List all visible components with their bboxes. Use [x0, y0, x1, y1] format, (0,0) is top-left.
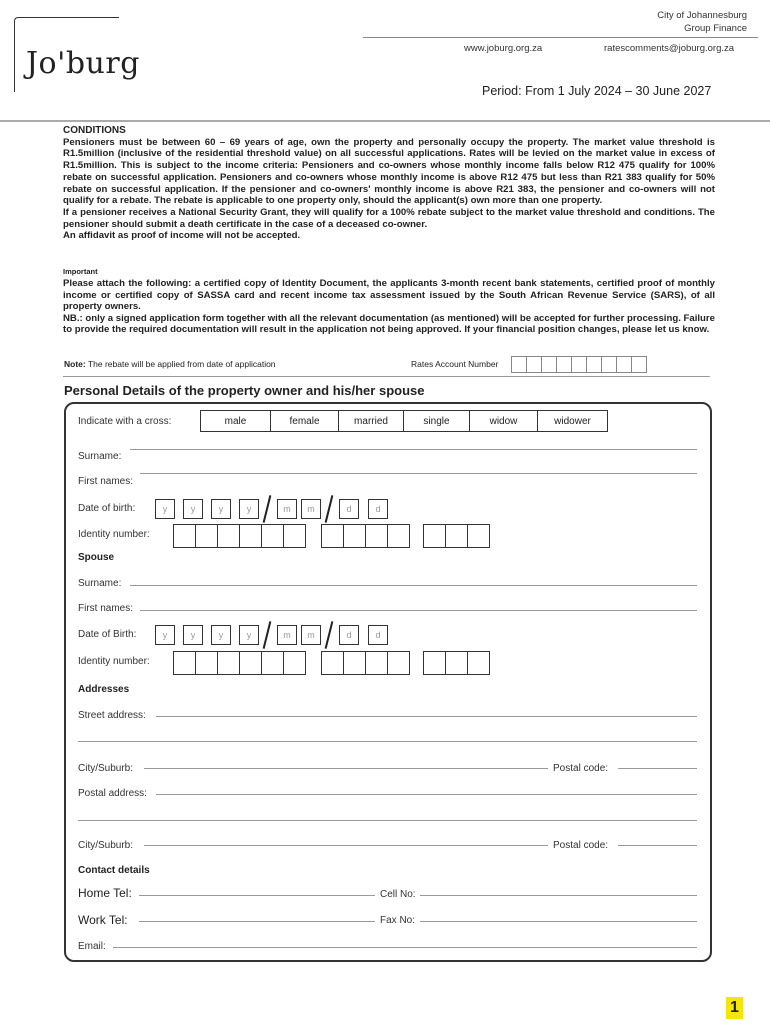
- rebate-note: [64, 359, 276, 369]
- dob-month-box[interactable]: m: [301, 499, 321, 519]
- important-section: [63, 278, 715, 336]
- id-digit-box[interactable]: [239, 651, 262, 675]
- dob-day-box[interactable]: d: [368, 499, 388, 519]
- account-digit-box[interactable]: [571, 356, 587, 373]
- option-female[interactable]: female: [270, 410, 339, 432]
- spouse-title: Spouse: [78, 552, 115, 563]
- org-line-2: Group Finance: [684, 23, 747, 34]
- postal-code-label-2: Postal code:: [553, 840, 609, 851]
- street-address-field[interactable]: [156, 716, 697, 717]
- id-digit-box[interactable]: [423, 524, 446, 548]
- account-number-boxes[interactable]: [512, 356, 647, 373]
- id-number-label: Identity number:: [78, 529, 150, 540]
- page-number: 1: [726, 997, 743, 1019]
- spouse-dob-day-box[interactable]: d: [339, 625, 359, 645]
- dob-month-box[interactable]: m: [277, 499, 297, 519]
- surname-field[interactable]: [130, 449, 697, 450]
- important-paragraph-1: Please attach the following: a certified copy of Identity Document, the applicants 3-month recent bank statements, certified proof of monthly income or certified copy of SASSA card and recent income tax assessment issued by the South African Revenue Service (SARS), of all property owners.: [63, 278, 715, 312]
- id-digit-box[interactable]: [445, 524, 468, 548]
- work-tel-label: Work Tel:: [78, 913, 128, 927]
- conditions-section: [63, 125, 715, 242]
- spouse-dob-month-box[interactable]: m: [277, 625, 297, 645]
- spouse-id-boxes-2[interactable]: [322, 651, 410, 675]
- dob-year-box[interactable]: y: [239, 499, 259, 519]
- account-digit-box[interactable]: [556, 356, 572, 373]
- work-tel-field[interactable]: [139, 921, 375, 922]
- important-paragraph-2: NB.: only a signed application form together with all the relevant documentation (as mentioned) will be accepted for further processing. Failure to provide the required documentation will result in the application not being approved. If your financial position changes, please let us know.: [63, 312, 715, 335]
- spouse-dob-year-box[interactable]: y: [239, 625, 259, 645]
- fax-no-field[interactable]: [420, 921, 697, 922]
- option-single[interactable]: single: [403, 410, 470, 432]
- note-text: The rebate will be applied from date of application: [87, 359, 276, 369]
- id-digit-box[interactable]: [343, 524, 366, 548]
- cell-no-field[interactable]: [420, 895, 697, 896]
- city-suburb-field-1[interactable]: [144, 768, 548, 769]
- dob-year-box[interactable]: y: [155, 499, 175, 519]
- dob-year-box[interactable]: y: [211, 499, 231, 519]
- id-number-boxes-1[interactable]: [174, 524, 306, 548]
- option-male[interactable]: male: [200, 410, 271, 432]
- id-digit-box[interactable]: [467, 651, 490, 675]
- street-address-field-2[interactable]: [78, 741, 697, 742]
- option-widower[interactable]: widower: [537, 410, 608, 432]
- city-suburb-label-1: City/Suburb:: [78, 763, 134, 774]
- account-digit-box[interactable]: [586, 356, 602, 373]
- id-digit-box[interactable]: [423, 651, 446, 675]
- email-label: Email:: [78, 941, 106, 952]
- id-digit-box[interactable]: [387, 524, 410, 548]
- account-digit-box[interactable]: [601, 356, 617, 373]
- spouse-id-boxes-3[interactable]: [424, 651, 490, 675]
- period-text: Period: From 1 July 2024 – 30 June 2027: [482, 84, 712, 98]
- id-digit-box[interactable]: [283, 524, 306, 548]
- spouse-first-names-label: First names:: [78, 603, 134, 614]
- spouse-dob-year-box[interactable]: y: [183, 625, 203, 645]
- dob-label: Date of birth:: [78, 503, 136, 514]
- city-suburb-label-2: City/Suburb:: [78, 840, 134, 851]
- first-names-field[interactable]: [140, 473, 697, 474]
- org-name: [657, 9, 747, 35]
- id-digit-box[interactable]: [217, 524, 240, 548]
- spouse-id-number-label: Identity number:: [78, 656, 150, 667]
- id-digit-box[interactable]: [261, 651, 284, 675]
- id-digit-box[interactable]: [387, 651, 410, 675]
- postal-code-field-2[interactable]: [618, 845, 697, 846]
- account-digit-box[interactable]: [541, 356, 557, 373]
- account-digit-box[interactable]: [511, 356, 527, 373]
- spouse-first-names-field[interactable]: [140, 610, 697, 611]
- account-digit-box[interactable]: [526, 356, 542, 373]
- important-title: Important: [63, 267, 98, 276]
- postal-address-field[interactable]: [156, 794, 697, 795]
- id-number-boxes-2[interactable]: [322, 524, 410, 548]
- id-digit-box[interactable]: [321, 524, 344, 548]
- indicate-label: Indicate with a cross:: [78, 416, 172, 427]
- spouse-surname-label: Surname:: [78, 578, 122, 589]
- dob-year-box[interactable]: y: [183, 499, 203, 519]
- surname-label: Surname:: [78, 451, 122, 462]
- spouse-dob-year-box[interactable]: y: [211, 625, 231, 645]
- id-digit-box[interactable]: [365, 651, 388, 675]
- conditions-paragraph-3: An affidavit as proof of income will not be accepted.: [63, 230, 301, 242]
- id-digit-box[interactable]: [195, 651, 218, 675]
- email-field[interactable]: [113, 947, 697, 948]
- spouse-surname-field[interactable]: [130, 585, 697, 586]
- id-digit-box[interactable]: [321, 651, 344, 675]
- id-digit-box[interactable]: [365, 524, 388, 548]
- conditions-paragraph-1: Pensioners must be between 60 – 69 years of age, own the property and personally occupy the property. The market value threshold is R1.5million (inclusive of the residential threshold value) on all successful applications. Rates will be levied on the market value in excess of R1.5million. This is subject to the income criteria: Pensioners and co-owners whose monthly income falls below R12 475 qualify for 100% rebate on successful application. Pensioners and co-owners whose monthly income is above R12 475 but less than R21 383 qualify for 50% rebate on successful application. If the pensioner and co-owners' monthly income is above R21 383, the pensioner and co-owners will not qualify for a rebate. The rebate is applicable to one property only, should the applicant(s) own more than one property.: [63, 136, 715, 207]
- id-digit-box[interactable]: [217, 651, 240, 675]
- postal-address-label: Postal address:: [78, 788, 147, 799]
- home-tel-field[interactable]: [139, 895, 375, 896]
- postal-code-field-1[interactable]: [618, 768, 697, 769]
- id-digit-box[interactable]: [173, 524, 196, 548]
- email-link[interactable]: ratescomments@joburg.org.za: [604, 43, 735, 54]
- conditions-title: CONDITIONS: [63, 125, 126, 136]
- id-number-boxes-3[interactable]: [424, 524, 490, 548]
- id-digit-box[interactable]: [445, 651, 468, 675]
- id-digit-box[interactable]: [261, 524, 284, 548]
- id-digit-box[interactable]: [195, 524, 218, 548]
- id-digit-box[interactable]: [239, 524, 262, 548]
- home-tel-label: Home Tel:: [78, 886, 132, 900]
- joburg-logo: Jo'burg: [26, 46, 140, 81]
- postal-code-label-1: Postal code:: [553, 763, 609, 774]
- section-title: Personal Details of the property owner and his/her spouse: [64, 383, 425, 398]
- org-line-1: City of Johannesburg: [657, 10, 747, 21]
- spouse-dob-label: Date of Birth:: [78, 629, 137, 640]
- account-digit-box[interactable]: [616, 356, 632, 373]
- street-address-label: Street address:: [78, 710, 146, 721]
- contact-title: Contact details: [78, 865, 150, 876]
- spouse-id-boxes-1[interactable]: [174, 651, 306, 675]
- personal-details-panel: [64, 402, 712, 962]
- addresses-title: Addresses: [78, 684, 130, 695]
- spouse-dob-day-box[interactable]: d: [368, 625, 388, 645]
- city-suburb-field-2[interactable]: [144, 845, 548, 846]
- id-digit-box[interactable]: [283, 651, 306, 675]
- header-rule: [0, 120, 770, 122]
- conditions-paragraph-2: If a pensioner receives a National Security Grant, they will qualify for a 100% rebate subject to the market value threshold and conditions. The pensioner should submit a death certificate in the case of a deceased co-owner.: [63, 206, 715, 230]
- account-number-label: Rates Account Number: [411, 359, 499, 369]
- cell-no-label: Cell No:: [380, 889, 416, 900]
- id-digit-box[interactable]: [467, 524, 490, 548]
- id-digit-box[interactable]: [343, 651, 366, 675]
- id-digit-box[interactable]: [173, 651, 196, 675]
- option-married[interactable]: married: [338, 410, 404, 432]
- dob-day-box[interactable]: d: [339, 499, 359, 519]
- first-names-label: First names:: [78, 476, 134, 487]
- spouse-dob-month-box[interactable]: m: [301, 625, 321, 645]
- section-rule: [63, 376, 710, 377]
- account-digit-box[interactable]: [631, 356, 647, 373]
- spouse-dob-year-box[interactable]: y: [155, 625, 175, 645]
- header-divider: [363, 37, 758, 38]
- note-label: Note:: [64, 359, 86, 369]
- postal-address-field-2[interactable]: [78, 820, 697, 821]
- fax-no-label: Fax No:: [380, 915, 416, 926]
- option-widow[interactable]: widow: [469, 410, 538, 432]
- website-link[interactable]: www.joburg.org.za: [464, 43, 543, 54]
